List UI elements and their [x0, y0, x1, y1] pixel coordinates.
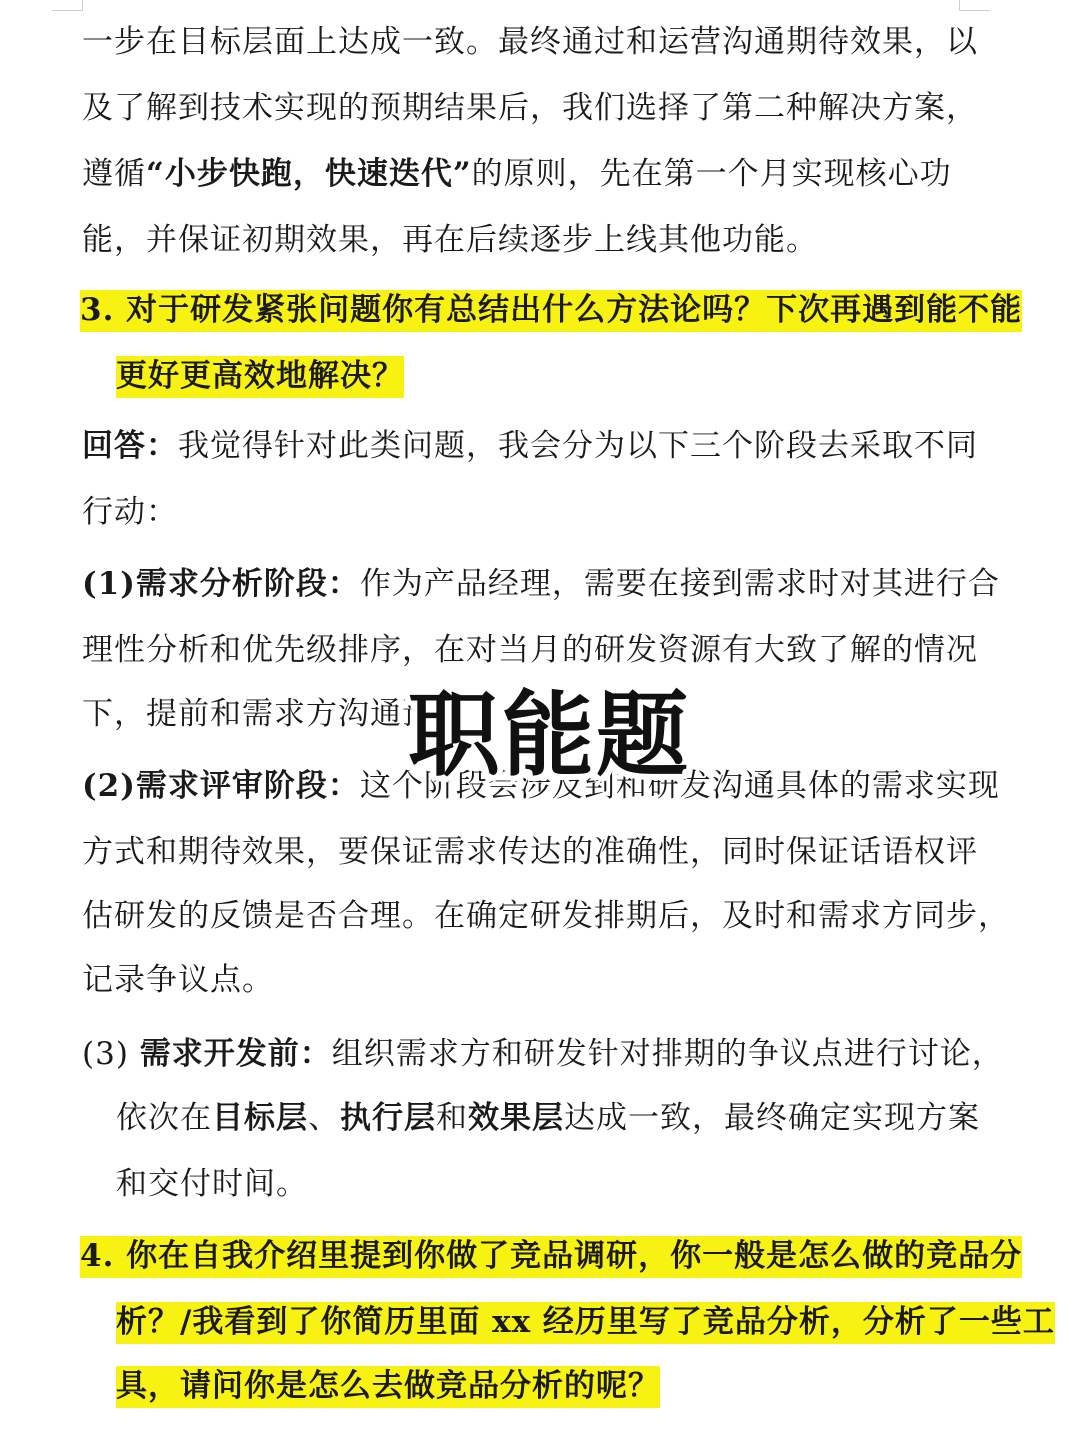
- page-corner-mark-right: [959, 0, 990, 11]
- answer-text: 我觉得针对此类问题，我会分为以下三个阶段去采取不同: [178, 428, 978, 464]
- question-3-line: [116, 354, 404, 398]
- answer-line: [82, 424, 978, 468]
- stage-3-line: [82, 1032, 1004, 1076]
- stage-3-text: 组织需求方和研发针对排期的争议点进行讨论，: [331, 1036, 1004, 1072]
- paragraph-text: 遵循: [82, 156, 146, 192]
- question-4-line: [116, 1300, 1055, 1344]
- question-4-line: [80, 1234, 1022, 1278]
- paragraph-line: 能，并保证初期效果，再在后续逐步上线其他功能。: [82, 222, 818, 258]
- stage-3-line: [116, 1096, 980, 1140]
- stage-3-line: 和交付时间。: [116, 1166, 308, 1202]
- question-3-text: 3. 对于研发紧张问题你有总结出什么方法论吗？下次再遇到能不能: [80, 290, 1022, 332]
- overlay-title: 职能题: [408, 682, 691, 789]
- stage-1-line: 下，提前和需求方沟通预: [82, 696, 434, 732]
- question-4-text: 具，请问你是怎么去做竞品分析的呢？: [116, 1366, 660, 1408]
- stage-3-text: 和: [436, 1100, 468, 1136]
- paragraph-line: 及了解到技术实现的预期结果后，我们选择了第二种解决方案，: [82, 90, 978, 126]
- bold-term: 效果层: [468, 1100, 564, 1136]
- stage-2-label: (2)需求评审阶段：: [82, 768, 360, 804]
- stage-1-label: (1)需求分析阶段：: [82, 566, 360, 602]
- stage-3-number: (3): [82, 1036, 129, 1072]
- stage-2-line: 方式和期待效果，要保证需求传达的准确性，同时保证话语权评: [82, 834, 978, 870]
- bold-quote: “小步快跑，快速迭代”: [146, 156, 472, 192]
- answer-line: 行动：: [82, 494, 178, 530]
- stage-3-text: 依次在: [116, 1100, 212, 1136]
- stage-3-text: 、: [308, 1100, 340, 1136]
- stage-2-text: 这个阶段会涉及到和研发沟通具体的需求实现: [359, 768, 1000, 804]
- bold-term: 目标层: [212, 1100, 308, 1136]
- page-corner-mark-left: [52, 0, 83, 11]
- question-4-text: 析？/我看到了你简历里面 xx 经历里写了竞品分析，分析了一些工: [116, 1302, 1055, 1344]
- bold-term: 执行层: [340, 1100, 436, 1136]
- question-3-line: [80, 288, 1022, 332]
- stage-3-label: 需求开发前：: [139, 1036, 332, 1072]
- stage-2-line: 记录争议点。: [82, 962, 274, 998]
- question-3-text: 更好更高效地解决？: [116, 356, 404, 398]
- answer-label: 回答：: [82, 428, 178, 464]
- question-4-line: [116, 1364, 660, 1408]
- stage-1-text: 作为产品经理，需要在接到需求时对其进行合: [359, 566, 1000, 602]
- paragraph-line: 一步在目标层面上达成一致。最终通过和运营沟通期待效果，以: [82, 24, 978, 60]
- stage-2-line: 估研发的反馈是否合理。在确定研发排期后，及时和需求方同步，: [82, 898, 1010, 934]
- stage-3-text: 达成一致，最终确定实现方案: [564, 1100, 980, 1136]
- paragraph-line: [82, 152, 952, 196]
- stage-1-line: [82, 562, 1000, 606]
- paragraph-text: 的原则，先在第一个月实现核心功: [471, 156, 952, 192]
- stage-1-line: 理性分析和优先级排序，在对当月的研发资源有大致了解的情况: [82, 632, 978, 668]
- question-4-text: 4. 你在自我介绍里提到你做了竞品调研，你一般是怎么做的竞品分: [80, 1236, 1022, 1278]
